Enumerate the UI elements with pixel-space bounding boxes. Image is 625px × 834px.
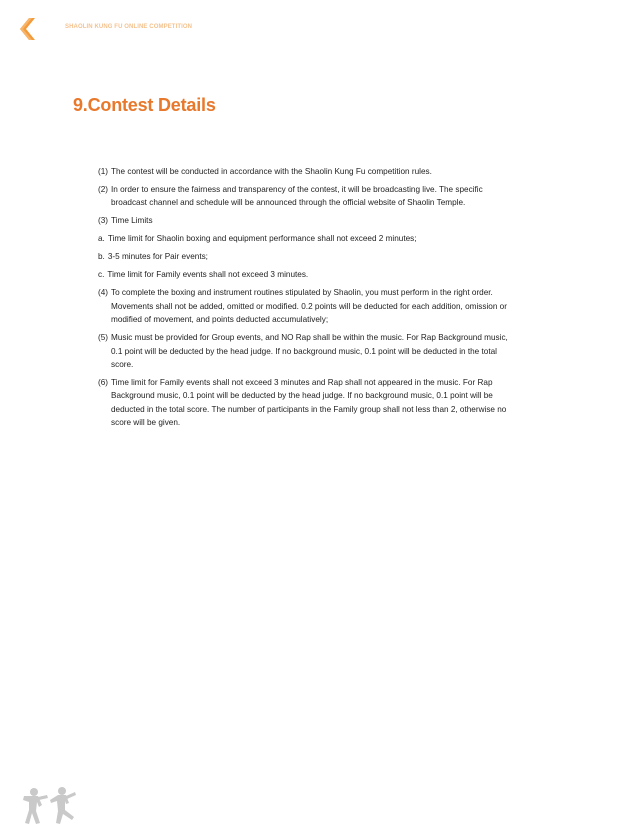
item-number: (4) [98, 288, 109, 298]
chevron-left-logo-icon [20, 18, 36, 40]
contest-details-body [98, 165, 513, 434]
item-text: 3-5 minutes for Pair events; [107, 252, 208, 262]
item-number: (2) [98, 185, 109, 194]
page-title: 9.Contest Details [73, 95, 216, 115]
item-text: Time limit for Shaolin boxing and equipment performance shall not exceed 2 minutes; [107, 234, 417, 244]
list-item [98, 232, 513, 245]
item-text: The contest will be conducted in accordance with the Shaolin Kung Fu competition rules. [111, 167, 432, 176]
list-item [98, 214, 513, 227]
item-number: (6) [98, 378, 109, 388]
list-item [98, 183, 513, 210]
item-number: c. [98, 270, 105, 280]
kung-fu-fighters-silhouette-icon [20, 783, 78, 827]
item-text: Time limit for Family events shall not exceed 3 minutes. [107, 270, 309, 280]
list-item [98, 286, 513, 326]
item-number: (5) [98, 333, 109, 343]
list-item [98, 250, 513, 263]
list-item [98, 376, 513, 430]
list-item [98, 165, 513, 178]
item-text: Time limit for Family events shall not exceed 3 minutes and Rap shall not appeared in the music. For Rap Background music, 0.1 point will be deducted by the head judge. If no background music, 0.1 point will be deducted in the total score. The number of participants in the Family group shall not less than 2, otherwise no score will be given. [111, 378, 507, 428]
list-item [98, 331, 513, 371]
item-text: To complete the boxing and instrument routines stipulated by Shaolin, you must perform in the right order. Movements shall not be added, omitted or modified. 0.2 points will be deducted for each addition, omission or modified of movement, and points deducted accumulatively; [111, 288, 507, 325]
item-text: Time Limits [111, 216, 153, 226]
item-number: (1) [98, 167, 109, 176]
header-title: SHAOLIN KUNG FU ONLINE COMPETITION [65, 24, 193, 30]
item-number: a. [98, 234, 105, 244]
item-text: Music must be provided for Group events, and NO Rap shall be within the music. For Rap Background music, 0.1 point will be deducted by the head judge. If no background music, 0.1 point will be deducted in the total score. [111, 333, 508, 370]
item-text: In order to ensure the fairness and transparency of the contest, it will be broadcasting live. The specific broadcast channel and schedule will be announced through the official website of Shaolin Temple. [111, 185, 483, 208]
list-item [98, 268, 513, 281]
item-number: b. [98, 252, 105, 262]
item-number: (3) [98, 216, 109, 226]
